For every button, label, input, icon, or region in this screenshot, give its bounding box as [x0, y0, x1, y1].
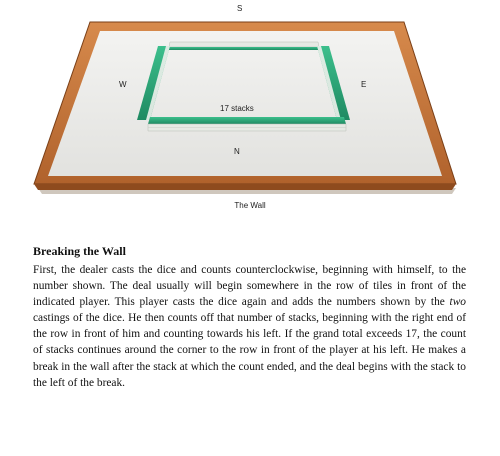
direction-north-label: N — [234, 147, 240, 156]
direction-south-label: S — [237, 4, 243, 13]
paragraph-emphasis: two — [449, 296, 466, 309]
section-heading: Breaking the Wall — [33, 244, 126, 258]
table-frame-edge — [34, 184, 456, 190]
wall-row-bottom — [148, 117, 346, 131]
wall-stack-count-label: 17 stacks — [220, 104, 254, 113]
section-paragraph — [33, 262, 466, 391]
wall-row-top — [169, 42, 319, 50]
figure-caption: The Wall — [234, 201, 266, 210]
mahjong-wall-figure — [0, 0, 500, 225]
paragraph-text-part-2: castings of the dice. He then counts off that number of stacks, beginning with the right end of the row in front of him and counting towards his left. If the grand total exceeds 17, the count of stacks continues around the corner to the row in front of the player at his left. He makes a break in the wall after the stack at which the count ended, and the deal begins with the stack to the left of the break. — [33, 312, 466, 389]
direction-east-label: E — [361, 80, 367, 89]
paragraph-text-part-1: First, the dealer casts the dice and counts counterclockwise, beginning with himself, to the number shown. The deal usually will begin somewhere in the row of tiles in front of the indicated player. This player casts the dice again and adds the numbers shown by the — [33, 264, 466, 309]
direction-west-label: W — [119, 80, 127, 89]
